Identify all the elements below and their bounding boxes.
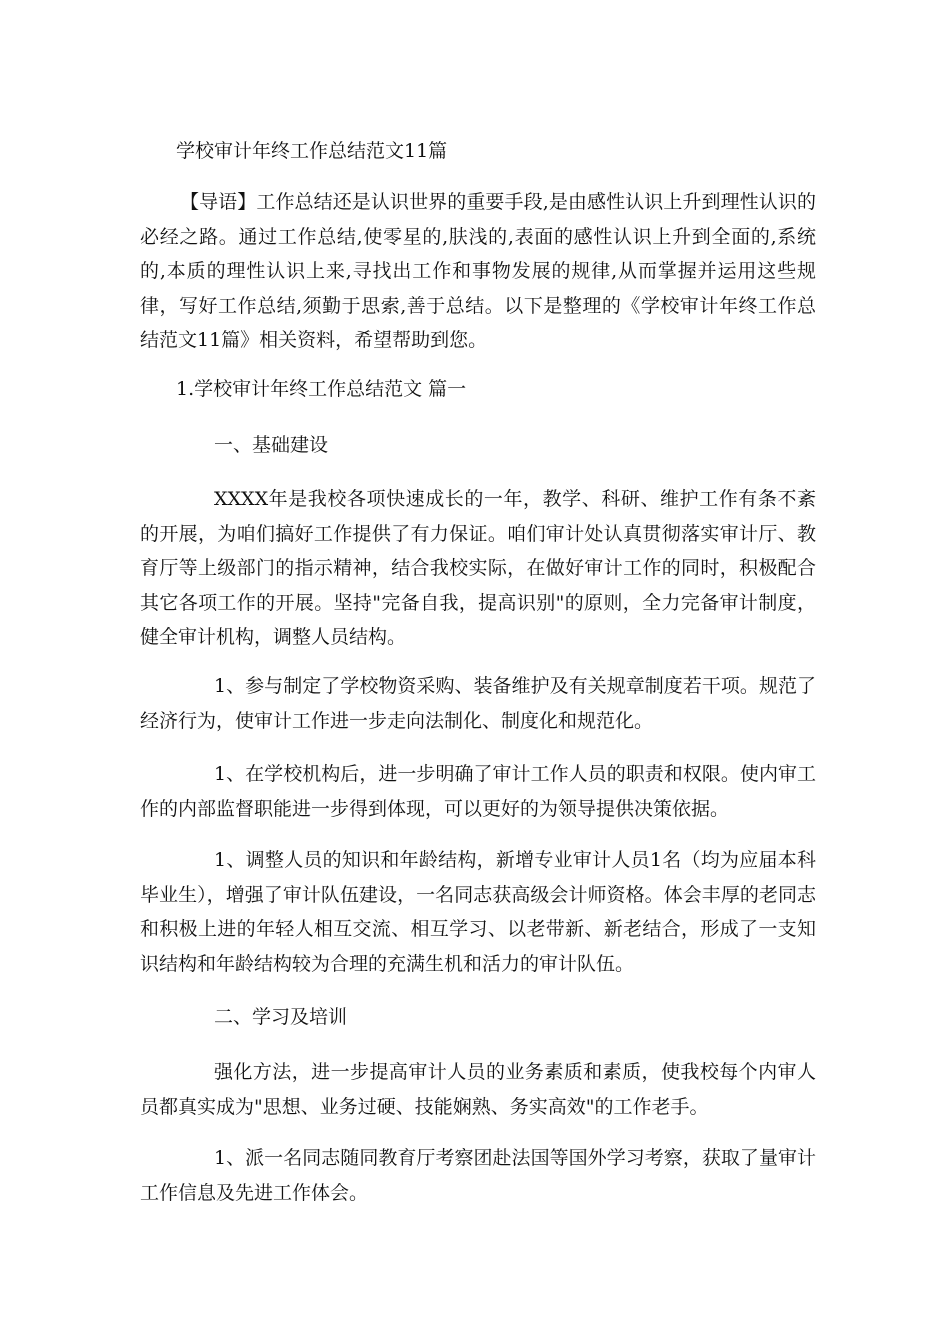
document-title: 学校审计年终工作总结范文11篇	[176, 140, 448, 162]
paragraph: 1、在学校机构后，进一步明确了审计工作人员的职责和权限。使内审工作的内部监督职能进一步得到体现，可以更好的为领导提供决策依据。	[140, 763, 816, 820]
heading-study-training: 二、学习及培训	[214, 1006, 348, 1028]
paragraph: 1、参与制定了学校物资采购、装备维护及有关规章制度若干项。规范了经济行为，使审计工作进一步走向法制化、制度化和规范化。	[140, 675, 816, 732]
paragraph: 1、派一名同志随同教育厅考察团赴法国等国外学习考察，获取了量审计工作信息及先进工作体会。	[140, 1147, 816, 1204]
paragraph: 强化方法，进一步提高审计人员的业务素质和素质，使我校每个内审人员都真实成为"思想、业务过硬、技能娴熟、务实高效"的工作老手。	[140, 1061, 816, 1118]
heading-basic-construction: 一、基础建设	[214, 434, 329, 456]
paragraph: XXXX年是我校各项快速成长的一年，教学、科研、维护工作有条不紊的开展，为咱们搞好工作提供了有力保证。咱们审计处认真贯彻落实审计厅、教育厅等上级部门的指示精神，结合我校实际，在做好审计工作的同时，积极配合其它各项工作的开展。坚持"完备自我，提高识别"的原则，全力完备审计制度，健全审计机构，调整人员结构。	[140, 488, 816, 648]
paragraph: 1、调整人员的知识和年龄结构，新增专业审计人员1名（均为应届本科毕业生），增强了审计队伍建设，一名同志获高级会计师资格。体会丰厚的老同志和积极上进的年轻人相互交流、相互学习、以老带新、新老结合，形成了一支知识结构和年龄结构较为合理的充满生机和活力的审计队伍。	[140, 849, 816, 975]
section-title: 1.学校审计年终工作总结范文 篇一	[176, 378, 467, 400]
lead-paragraph: 【导语】工作总结还是认识世界的重要手段,是由感性认识上升到理性认识的必经之路。通过工作总结,使零星的,肤浅的,表面的感性认识上升到全面的,系统的,本质的理性认识上来,寻找出工作和事物发展的规律,从而掌握并运用这些规律，写好工作总结,须勤于思索,善于总结。以下是整理的《学校审计年终工作总结范文11篇》相关资料，希望帮助到您。	[140, 191, 816, 351]
